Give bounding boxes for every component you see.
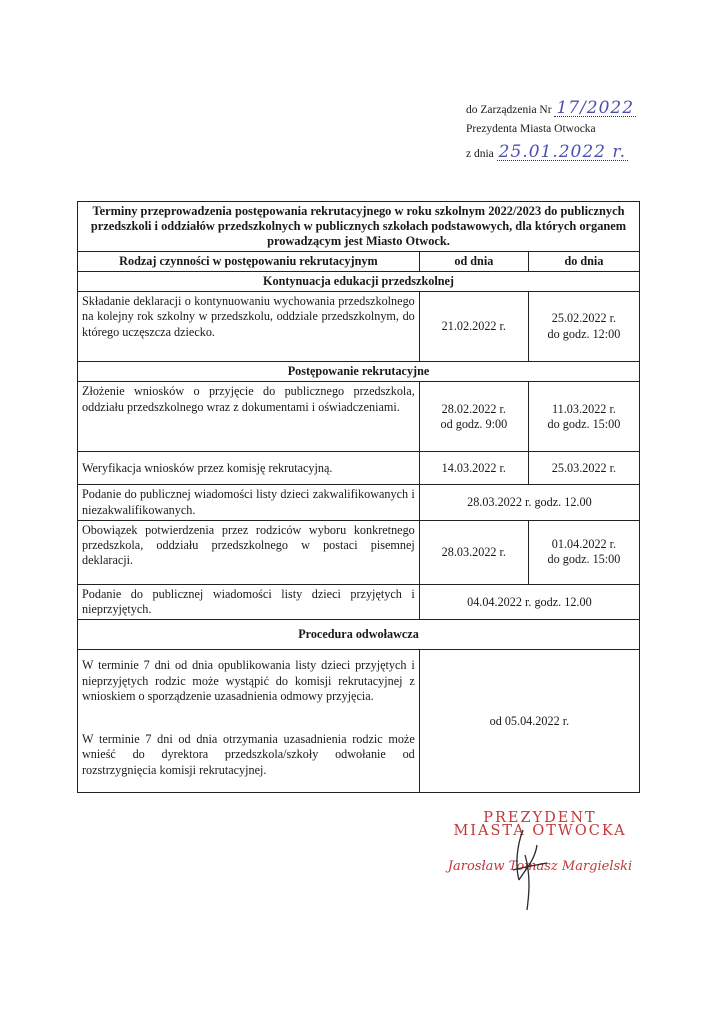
issuer-line: Prezydenta Miasta Otwocka <box>466 123 596 136</box>
date-span-cell: od 05.04.2022 r. <box>419 650 639 793</box>
to-time: do godz. 15:00 <box>547 416 621 431</box>
regulation-number <box>554 98 636 118</box>
column-to: do dnia <box>528 251 639 271</box>
activity-cell: Złożenie wniosków o przyjęcie do publicznego przedszkola, oddziału przedszkolnego wraz z dokumentami i oświadczeniami. <box>78 382 420 452</box>
to-cell <box>528 292 639 362</box>
date-span-cell: 04.04.2022 r. godz. 12.00 <box>419 584 639 620</box>
to-time: do godz. 15:00 <box>547 552 621 567</box>
appeal-text-cell <box>78 650 420 793</box>
table-row <box>78 452 640 485</box>
section-row <box>78 271 640 291</box>
stamp-name: Jarosław Tomasz Margielski <box>447 859 633 874</box>
date-prefix: z dnia <box>466 148 497 161</box>
regulation-line <box>466 95 636 121</box>
schedule-table <box>77 201 640 793</box>
handwritten-signature <box>505 825 555 915</box>
activity-cell: Podanie do publicznej wiadomości listy dzieci zakwalifikowanych i niezakwalifikowanych. <box>78 485 420 521</box>
table-row <box>78 584 640 620</box>
table-title: Terminy przeprowadzenia postępowania rekrutacyjnego w roku szkolnym 2022/2023 do publicznych przedszkoli i oddziałów przedszkolnych w publicznych szkołach podstawowych, dla których organem prowadzącym jest Miasto Otwock. <box>78 202 640 252</box>
activity-cell: Podanie do publicznej wiadomości listy dzieci przyjętych i nieprzyjętych. <box>78 584 420 620</box>
table-row <box>78 292 640 362</box>
regulation-prefix: do Zarządzenia Nr <box>466 104 555 116</box>
handwritten-number: 17/2022 <box>556 98 635 118</box>
from-date: 28.02.2022 r. <box>441 401 506 416</box>
document-header <box>466 95 636 166</box>
from-cell <box>419 382 528 452</box>
column-header-row <box>78 251 640 271</box>
to-date: 11.03.2022 r. <box>552 401 616 416</box>
table-row <box>78 485 640 521</box>
date-line <box>466 139 636 165</box>
to-date: 25.02.2022 r. <box>551 311 617 326</box>
activity-cell: Weryfikacja wniosków przez komisję rekrutacyjną. <box>78 452 420 485</box>
appeal-paragraph-1: W terminie 7 dni od dnia opublikowania listy dzieci przyjętych i nieprzyjętych rodzic może wystąpić do komisji rekrutacyjnej z wnioskiem o sporządzenie uzasadnienia odmowy przyjęcia. <box>82 658 415 703</box>
activity-cell: Obowiązek potwierdzenia przez rodziców wyboru konkretnego przedszkola, oddziału przedszkolnego w postaci pisemnej deklaracji. <box>78 520 420 584</box>
to-date: 01.04.2022 r. <box>551 537 617 552</box>
from-cell <box>419 292 528 362</box>
column-from: od dnia <box>419 251 528 271</box>
to-cell <box>528 382 639 452</box>
section-title-appeal: Procedura odwoławcza <box>78 620 640 650</box>
column-activity: Rodzaj czynności w postępowaniu rekrutacyjnym <box>78 251 420 271</box>
from-cell: 28.03.2022 r. <box>419 520 528 584</box>
section-title-recruitment: Postępowanie rekrutacyjne <box>78 362 640 382</box>
section-row <box>78 362 640 382</box>
from-date: 21.02.2022 r. <box>441 319 506 333</box>
stamp-line-1: PREZYDENT <box>483 810 597 826</box>
table-row <box>78 382 640 452</box>
to-cell: 25.03.2022 r. <box>528 452 639 485</box>
section-row <box>78 620 640 650</box>
to-time: do godz. 12:00 <box>547 326 621 341</box>
table-row <box>78 520 640 584</box>
handwritten-date: 25.01.2022 r. <box>498 142 627 163</box>
date-value <box>497 142 628 163</box>
to-cell <box>528 520 639 584</box>
from-time: od godz. 9:00 <box>440 416 508 431</box>
section-title-continuation: Kontynuacja edukacji przedszkolnej <box>78 271 640 291</box>
appeal-paragraph-2: W terminie 7 dni od dnia otrzymania uzasadnienia rodzic może wnieść do dyrektora przedszkola/szkoły odwołanie od rozstrzygnięcia komisji rekrutacyjnej. <box>82 732 415 777</box>
from-cell: 14.03.2022 r. <box>419 452 528 485</box>
stamp-line-2: MIASTA OTWOCKA <box>453 823 627 839</box>
table-row <box>78 650 640 793</box>
activity-cell: Składanie deklaracji o kontynuowaniu wychowania przedszkolnego na kolejny rok szkolny w przedszkolu, oddziale przedszkolnym, do którego uczęszcza dziecko. <box>78 292 420 362</box>
date-span-cell: 28.03.2022 r. godz. 12.00 <box>419 485 639 521</box>
